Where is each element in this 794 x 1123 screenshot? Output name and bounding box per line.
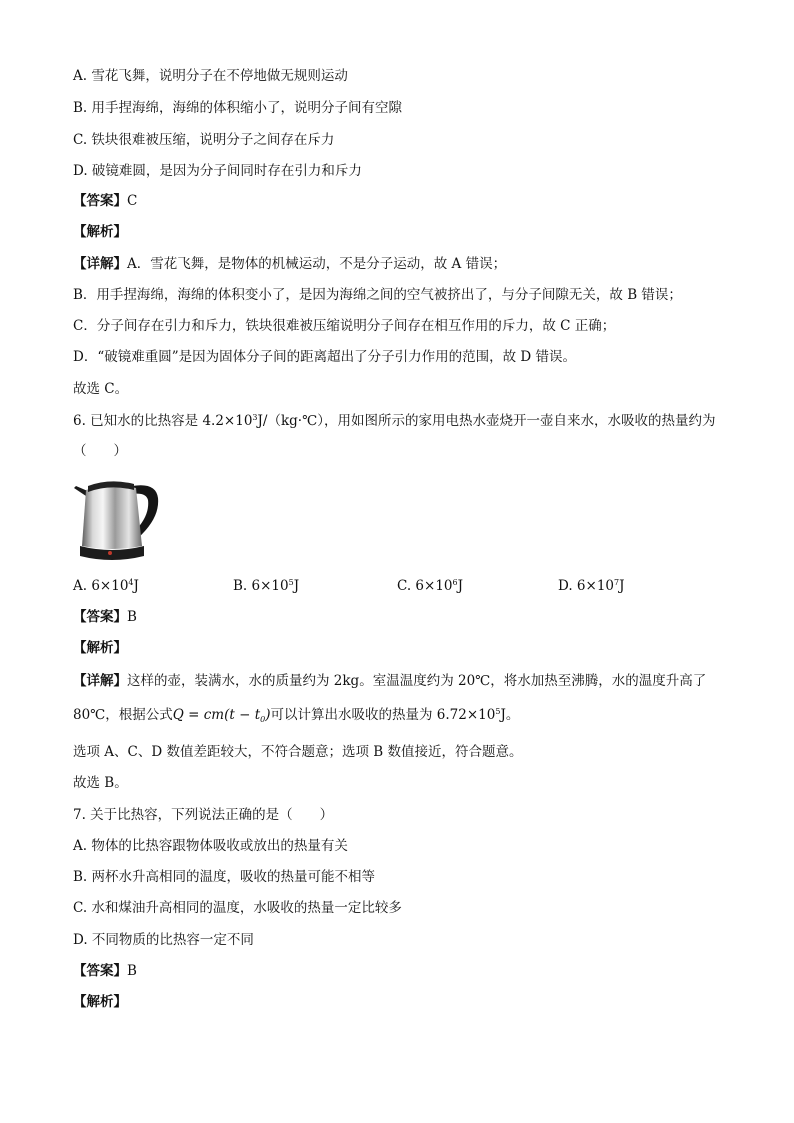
answer-value: B bbox=[127, 963, 137, 979]
q5-conclusion: 故选 C。 bbox=[73, 381, 129, 397]
q6-option-c bbox=[397, 577, 463, 595]
q5-option-c: C. 铁块很难被压缩，说明分子之间存在斥力 bbox=[73, 132, 335, 148]
answer-tag: 【答案】 bbox=[73, 193, 127, 209]
option-unit: J bbox=[133, 578, 139, 594]
option-unit: J bbox=[293, 578, 300, 594]
answer-value: C bbox=[127, 193, 138, 209]
q7-option-c: C. 水和煤油升高相同的温度，水吸收的热量一定比较多 bbox=[73, 900, 402, 916]
stem-text-end: J/（kg·℃），用如图所示的家用电热水壶烧开一壶自来水，水吸收的热量约为 bbox=[257, 413, 716, 429]
q6-detail-line-3: 选项 A、C、D 数值差距较大，不符合题意；选项 B 数值接近，符合题意。 bbox=[73, 744, 523, 760]
option-text: B. 6×10 bbox=[233, 578, 289, 594]
q5-option-a: A. 雪花飞舞，说明分子在不停地做无规则运动 bbox=[73, 68, 348, 84]
q5-answer bbox=[73, 192, 137, 210]
q5-detail-line-3: C．分子间存在引力和斥力，铁块很难被压缩说明分子间存在相互作用的斥力，故 C 正确； bbox=[73, 318, 616, 334]
detail-text: 这样的壶，装满水，水的质量约为 2kg。室温温度约为 20℃，将水加热至沸腾，水的温度升高了 bbox=[127, 673, 707, 689]
answer-tag: 【答案】 bbox=[73, 609, 127, 625]
detail-tag: 【详解】 bbox=[73, 256, 127, 272]
option-text: C. 6×10 bbox=[397, 578, 453, 594]
q7-option-a: A. 物体的比热容跟物体吸收或放出的热量有关 bbox=[73, 838, 348, 854]
q6-detail-line-2 bbox=[73, 706, 519, 724]
option-text: D. 6×10 bbox=[558, 578, 615, 594]
q5-option-b: B. 用手捏海绵，海绵的体积缩小了，说明分子间有空隙 bbox=[73, 100, 403, 116]
answer-tag: 【答案】 bbox=[73, 963, 127, 979]
heat-exponent: 5 bbox=[495, 707, 501, 716]
q6-conclusion: 故选 B。 bbox=[73, 775, 128, 791]
stem-exponent: 3 bbox=[252, 413, 258, 422]
q6-stem-paren: （ ） bbox=[73, 443, 127, 459]
q5-detail-line-2: B．用手捏海绵，海绵的体积变小了，是因为海绵之间的空气被挤出了，与分子间隙无关，故 B 错误； bbox=[73, 287, 682, 303]
option-unit: J bbox=[457, 578, 464, 594]
detail-text-end: J。 bbox=[500, 707, 520, 723]
q6-option-a bbox=[73, 577, 139, 595]
q5-detail-line-1 bbox=[73, 255, 506, 273]
detail-text-mid: 可以计算出水吸收的热量为 6.72×10 bbox=[270, 707, 496, 723]
q6-analysis-tag: 【解析】 bbox=[73, 640, 127, 656]
option-text: A. 6×10 bbox=[73, 578, 129, 594]
option-exponent: 7 bbox=[614, 578, 620, 587]
q5-option-d: D. 破镜难圆，是因为分子间同时存在引力和斥力 bbox=[73, 163, 362, 179]
option-exponent: 4 bbox=[128, 578, 134, 587]
q6-answer bbox=[73, 608, 137, 626]
stem-text: 6. 已知水的比热容是 4.2×10 bbox=[73, 413, 253, 429]
q6-option-d bbox=[558, 577, 625, 595]
answer-value: B bbox=[127, 609, 137, 625]
q6-option-b bbox=[233, 577, 299, 595]
option-exponent: 5 bbox=[288, 578, 294, 587]
q7-stem: 7. 关于比热容，下列说法正确的是（ ） bbox=[73, 807, 334, 823]
option-unit: J bbox=[619, 578, 625, 594]
formula-main: Q = cm(t − t bbox=[172, 707, 261, 723]
q7-option-b: B. 两杯水升高相同的温度，吸收的热量可能不相等 bbox=[73, 869, 376, 885]
q7-analysis-tag: 【解析】 bbox=[73, 994, 127, 1010]
detail-text: A．雪花飞舞，是物体的机械运动，不是分子运动，故 A 错误； bbox=[127, 256, 507, 272]
detail-text: 80℃，根据公式 bbox=[73, 707, 173, 723]
electric-kettle-icon bbox=[72, 474, 164, 566]
q7-option-d: D. 不同物质的比热容一定不同 bbox=[73, 932, 254, 948]
formula-end: ) bbox=[265, 707, 271, 723]
formula-subscript: 0 bbox=[260, 715, 266, 724]
q6-stem bbox=[73, 412, 715, 430]
q7-answer bbox=[73, 962, 137, 980]
option-exponent: 6 bbox=[452, 578, 458, 587]
q5-detail-line-4: D．“破镜难重圆”是因为固体分子间的距离超出了分子引力作用的范围，故 D 错误。 bbox=[73, 349, 577, 365]
q6-detail-line-1 bbox=[73, 672, 706, 690]
heat-formula bbox=[173, 707, 271, 723]
q5-analysis-tag: 【解析】 bbox=[73, 224, 127, 240]
detail-tag: 【详解】 bbox=[73, 673, 127, 689]
